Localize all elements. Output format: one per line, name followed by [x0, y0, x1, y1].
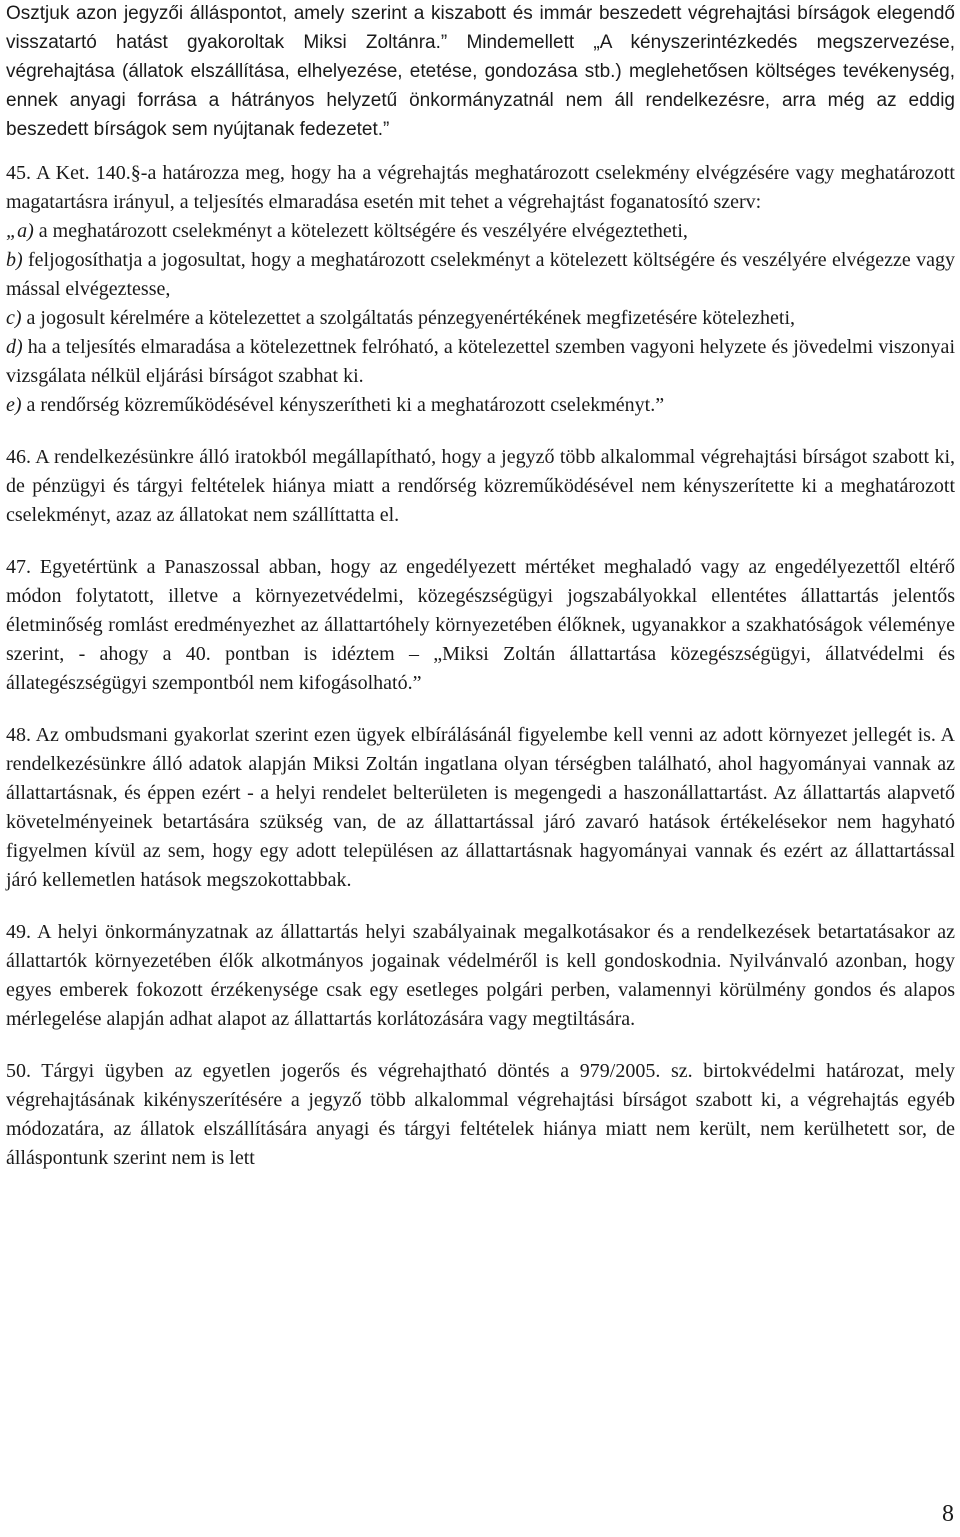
list-text: ha a teljesítés elmaradása a kötelezettnek felróható, a kötelezettel szemben vagyoni helyzete és jövedelmi viszonyai vizsgálata nélkül eljárási bírságot szabhat ki. [6, 336, 955, 387]
paragraph-gap [6, 895, 955, 918]
paragraph-45-intro: 45. A Ket. 140.§-a határozza meg, hogy ha a végrehajtás meghatározott cselekmény elvégzésére vagy meghatározott magatartásra irányul, a teljesítés elmaradása esetén mit tehet a végrehajtást foganatosító szerv: [6, 162, 955, 213]
paragraph-46: 46. A rendelkezésünkre álló iratokból megállapítható, hogy a jegyző több alkalommal végrehajtási bírságot szabott ki, de pénzügyi és tárgyi feltételek hiánya miatt a rendőrség közreműködésével nem kényszerítette ki a meghatározott cselekményt, azaz az állatokat nem szállíttatta el. [6, 446, 955, 526]
paragraph-gap [6, 1034, 955, 1057]
paragraph-gap [6, 420, 955, 443]
list-letter: c) [6, 307, 22, 329]
paragraph-49: 49. A helyi önkormányzatnak az állattartás helyi szabályainak megalkotásakor és a rendelkezések betartatásakor az állattartók környezetében élők alkotmányos jogainak védelméről is kell gondoskodnia. Nyilvánvaló azonban, hogy egyes emberek fokozott érzékenysége csak egy esetleges polgári perben, valamennyi körülmény gondos és alapos mérlegelése alapján adhat alapot az állattartás korlátozására vagy megtiltására. [6, 921, 955, 1030]
list-letter: e) [6, 394, 22, 416]
paragraph-45-list [6, 217, 955, 420]
list-item-b [6, 246, 955, 304]
document-page [6, 0, 955, 1173]
list-text: a meghatározott cselekményt a kötelezett költségére és veszélyére elvégeztetheti, [33, 220, 688, 242]
list-item-e [6, 391, 955, 420]
paragraph-48: 48. Az ombudsmani gyakorlat szerint ezen ügyek elbírálásánál figyelembe kell venni az adott környezet jellegét is. A rendelkezésünkre álló adatok alapján Miksi Zoltán ingatlana olyan térségben található, ahol hagyományai vannak az állattartásnak, és éppen ezért - a helyi rendelet belterületen is megengedi a haszonállattartást. Az állattartás alapvető követelményeinek betartására szükség van, de az állattartással járó zavaró hatások értékelésekor nem hagyható figyelmen kívül az sem, hogy egy adott településen az állattartásnak hagyományai vannak és ezért az állattartással járó kellemetlen hatások megszokottabbak. [6, 724, 955, 891]
list-text: a jogosult kérelmére a kötelezettet a szolgáltatás pénzegyenértékének megfizetésére kötelezheti, [21, 307, 796, 329]
page-number: 8 [942, 1501, 954, 1527]
list-text: a rendőrség közreműködésével kényszerítheti ki a meghatározott cselekményt.” [21, 394, 665, 416]
paragraph-50: 50. Tárgyi ügyben az egyetlen jogerős és végrehajtható döntés a 979/2005. sz. birtokvédelmi határozat, mely végrehajtásának kikényszerítésére a jegyző több alkalommal végrehajtási bírságot szabott ki, a végrehajtás egyéb módozatára, az állatok elszállítására anyagi és tárgyi feltételek hiánya miatt nem került, nem kerülhetett sor, de álláspontunk szerint nem is lett [6, 1060, 955, 1169]
paragraph-47: 47. Egyetértünk a Panaszossal abban, hogy az engedélyezett mértéket meghaladó vagy az engedélyezettől eltérő módon folytatott, illetve a környezetvédelmi, közegészségügyi jogszabályokkal ellentétes állattartás jelentős életminőség romlást eredményezhet az állattartóhely környezetében élőknek, ugyanakkor a szakhatóságok véleménye szerint, - ahogy a 40. pontban is idéztem – „Miksi Zoltán állattartása közegészségügyi, állatvédelmi és állategészségügyi szempontból nem kifogásolható.” [6, 556, 955, 694]
list-item-a [6, 217, 955, 246]
list-item-c [6, 304, 955, 333]
list-letter: b) [6, 249, 23, 271]
list-letter: d) [6, 336, 23, 358]
list-item-d [6, 333, 955, 391]
paragraph-45 [6, 159, 955, 420]
intro-paragraph: Osztjuk azon jegyzői álláspontot, amely szerint a kiszabott és immár beszedett végrehajtási bírságok elegendő visszatartó hatást gyakoroltak Miksi Zoltánra.” Mindemellett „A kényszerintézkedés megszervezése, végrehajtása (állatok elszállítása, elhelyezése, etetése, gondozása stb.) meglehetősen költséges tevékenység, ennek anyagi forrása a hátrányos helyzetű önkormányzatnál nem áll rendelkezésre, arra még az eddig beszedett bírságok sem nyújtanak fedezetet.” [6, 3, 955, 140]
list-letter: „a) [6, 220, 34, 242]
paragraph-gap [6, 530, 955, 553]
paragraph-gap [6, 698, 955, 721]
list-text: feljogosíthatja a jogosultat, hogy a meghatározott cselekményt a kötelezett költségére és veszélyére elvégezze vagy mással elvégeztesse, [6, 249, 955, 300]
paragraph-gap [6, 144, 955, 159]
